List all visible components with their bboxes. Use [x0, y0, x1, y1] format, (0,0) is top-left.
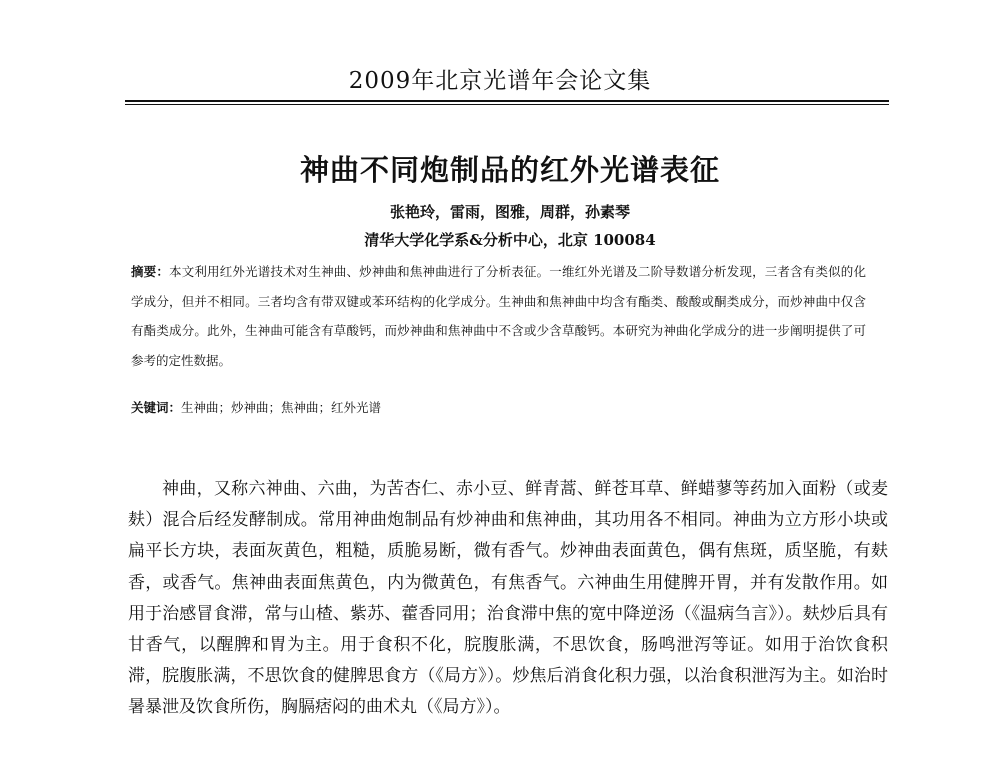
keywords [131, 396, 866, 420]
author-list: 张艳玲，雷雨，图雅，周群，孙素琴 [389, 203, 630, 221]
header-rule-thick [125, 100, 889, 102]
header-rule-thin [125, 104, 889, 105]
abstract [131, 257, 866, 375]
abstract-text: 本文利用红外光谱技术对生神曲、炒神曲和焦神曲进行了分析表征。一维红外光谱及二阶导数谱分析发现，三者含有类似的化学成分，但并不相同。三者均含有带双键或苯环结构的化学成分。生神曲和焦神曲中均含有酯类、酸酸或酮类成分，而炒神曲中仅含有酯类成分。此外，生神曲可能含有草酸钙，而炒神曲和焦神曲中不含或少含草酸钙。本研究为神曲化学成分的进一步阐明提供了可参考的定性数据。 [131, 264, 866, 368]
paper-title: 神曲不同炮制品的红外光谱表征 [299, 153, 720, 187]
affiliation: 清华大学化学系&分析中心，北京 100084 [364, 231, 656, 249]
body-paragraph: 神曲，又称六神曲、六曲，为苦杏仁、赤小豆、鲜青蒿、鲜苍耳草、鲜蜡蓼等药加入面粉（或麦麸）混合后经发酵制成。常用神曲炮制品有炒神曲和焦神曲，其功用各不相同。神曲为立方形小块或扁平长方块，表面灰黄色，粗糙，质脆易断，微有香气。炒神曲表面黄色，偶有焦斑，质坚脆，有麸香，或香气。焦神曲表面焦黄色，内为微黄色，有焦香气。六神曲生用健脾开胃，并有发散作用。如用于治感冒食滞，常与山楂、紫苏、藿香同用；治食滞中焦的宽中降逆汤（《温病刍言》）。麸炒后具有甘香气，以醒脾和胃为主。用于食积不化，脘腹胀满，不思饮食，肠鸣泄泻等证。如用于治饮食积滞，脘腹胀满，不思饮食的健脾思食方（《局方》）。炒焦后消食化积力强，以治食积泄泻为主。如治时暑暴泄及饮食所伤，胸膈痞闷的曲术丸（《局方》）。 [128, 479, 888, 718]
keywords-label: 关键词： [131, 400, 182, 415]
proceedings-header: 2009年北京光谱年会论文集 [348, 68, 652, 94]
abstract-label: 摘要： [131, 264, 170, 279]
keywords-text: 生神曲；炒神曲；焦神曲；红外光谱 [181, 400, 382, 415]
